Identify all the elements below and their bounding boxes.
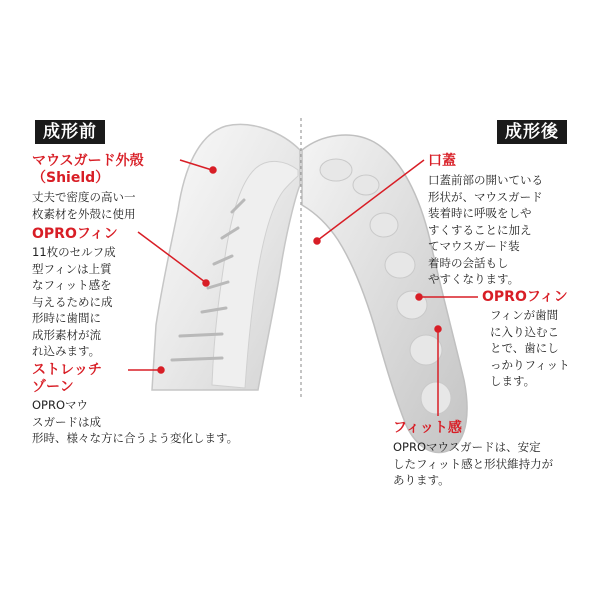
heading-line: 口蓋: [428, 153, 456, 169]
leader-dot: [416, 294, 422, 300]
desc-line: 11枚のセルフ成: [32, 245, 116, 259]
desc-line: やすくなります。: [428, 272, 520, 286]
stretch-zone-description: [32, 397, 238, 447]
desc-line: 口蓋前部の開いている: [428, 173, 543, 187]
desc-line: 枚素材を外殻に使用: [32, 206, 136, 221]
tooth-impression: [421, 382, 451, 414]
leader-dot: [203, 280, 209, 286]
fin-line: [180, 334, 222, 336]
heading-line: （Shield）: [32, 170, 110, 186]
desc-line: 着時の会話もし: [428, 255, 509, 270]
opro-fin-before-heading: [32, 226, 118, 243]
desc-line: 型フィンは上質: [32, 261, 112, 276]
desc-line: 丈夫で密度の高い一: [32, 190, 136, 204]
heading-line: OPROフィン: [32, 226, 118, 242]
after-tag: 成形後: [497, 120, 567, 144]
stretch-zone-heading: [32, 362, 102, 396]
leader-dot: [435, 326, 441, 332]
fit-description: [393, 439, 553, 489]
tooth-impression: [397, 291, 427, 319]
desc-line: れ込みます。: [32, 344, 101, 358]
desc-line: てマウスガード装: [428, 239, 520, 253]
desc-line: フィンが歯間: [490, 308, 559, 322]
tooth-impression: [370, 213, 398, 237]
shield-heading: [32, 153, 144, 187]
desc-line: OPROマウスガードは、安定: [393, 440, 541, 454]
leader-dot: [314, 238, 320, 244]
desc-line: とで、歯にし: [490, 341, 559, 355]
desc-line: 与えるために成: [32, 294, 113, 309]
tooth-impression: [353, 175, 379, 195]
tooth-impression: [385, 252, 415, 278]
fin-line: [172, 358, 222, 360]
desc-line: 形時に歯間に: [32, 311, 101, 325]
desc-line: したフィット感と形状維持力が: [393, 456, 554, 471]
desc-line: なフィット感を: [32, 278, 112, 292]
opro-fin-after-heading: [482, 289, 568, 306]
desc-line: スガードは成: [32, 414, 101, 429]
desc-line: 成形素材が流: [32, 327, 101, 342]
desc-line: 形時、様々な方に合うよう変化します。: [32, 431, 239, 445]
shield-description: [32, 189, 136, 222]
tooth-impression: [320, 159, 352, 181]
leader-dot: [210, 167, 216, 173]
tooth-impression: [410, 335, 442, 365]
heading-line: ゾーン: [32, 379, 74, 395]
desc-line: に入り込むこ: [490, 324, 559, 339]
desc-line: します。: [490, 374, 536, 388]
before-tag: 成形前: [35, 120, 105, 144]
opro-fin-before-description: [32, 244, 116, 360]
desc-line: あります。: [393, 473, 450, 487]
desc-line: OPROマウ: [32, 398, 89, 412]
palate-description: [428, 172, 543, 288]
desc-line: っかりフィット: [490, 357, 570, 372]
opro-fin-after-description: [490, 307, 570, 390]
palate-heading: [428, 153, 456, 170]
desc-line: すくすることに加え: [428, 222, 532, 237]
heading-line: フィット感: [393, 420, 462, 436]
heading-line: ストレッチ: [32, 362, 102, 378]
heading-line: マウスガード外殻: [32, 153, 144, 169]
fit-heading: [393, 420, 462, 437]
desc-line: 形状が、マウスガード: [428, 189, 543, 204]
leader-dot: [158, 367, 164, 373]
heading-line: OPROフィン: [482, 289, 568, 305]
desc-line: 装着時に呼吸をしや: [428, 206, 532, 220]
